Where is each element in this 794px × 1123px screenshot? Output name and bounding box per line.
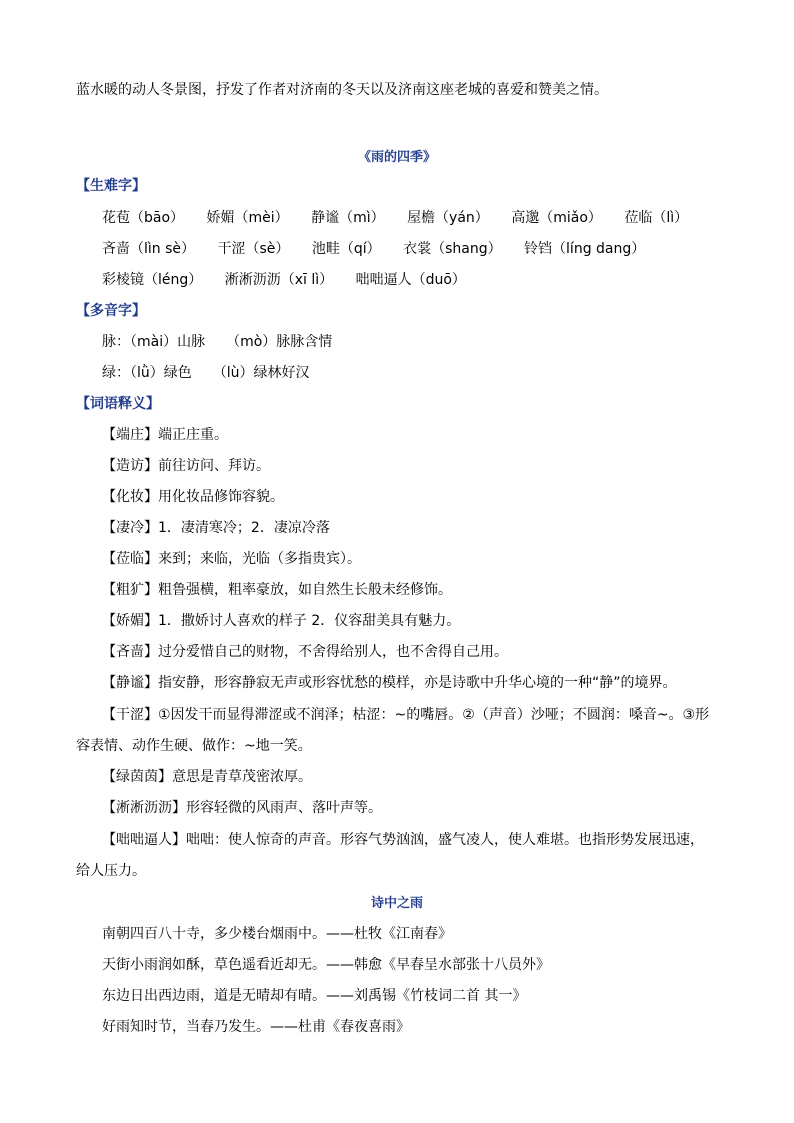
definition-item-gansè-line1: 【干涩】①因发干而显得滞涩或不润泽；枯涩：~的嘴唇。②（声音）沙哑；不圆润：嗓音~。③形 xyxy=(102,707,710,723)
definition-item: 【粗犷】粗鲁强横，粗率豪放，如自然生长般未经修饰。 xyxy=(102,582,452,598)
definition-item-duoduo-line1: 【咄咄逼人】咄咄：使人惊奇的声音。形容气势汹汹，盛气凌人，使人难堪。也指形势发展迅速， xyxy=(102,832,704,848)
char-item: 彩棱镜（léng） xyxy=(102,272,203,288)
definition-item: 【端庄】端正庄重。 xyxy=(102,427,228,443)
definition-item: 【吝啬】过分爱惜自己的财物，不舍得给别人，也不舍得自己用。 xyxy=(102,644,508,660)
chars-row-2 xyxy=(102,239,663,259)
char-item: 高邈（miǎo） xyxy=(511,210,602,226)
char-item: 屋檐（yán） xyxy=(407,210,489,226)
char-item: 花苞（bāo） xyxy=(102,210,185,226)
definition-item: 【淅淅沥沥】形容轻微的风雨声、落叶声等。 xyxy=(102,800,382,816)
poem-line: 南朝四百八十寺，多少楼台烟雨中。——杜牧《江南春》 xyxy=(102,926,452,942)
poem-line: 东边日出西边雨，道是无晴却有晴。——刘禹锡《竹枝词二首 其一》 xyxy=(102,988,527,1004)
polyphone-row-1: 脉：（mài）山脉 （mò）脉脉含情 xyxy=(102,334,333,350)
char-item: 静谧（mì） xyxy=(311,210,385,226)
intro-paragraph: 蓝水暖的动人冬景图，抒发了作者对济南的冬天以及济南这座老城的喜爱和赞美之情。 xyxy=(76,82,608,98)
char-item: 娇媚（mèi） xyxy=(206,210,289,226)
article-title: 《雨的四季》 xyxy=(357,150,436,165)
definition-item: 【造访】前往访问、拜访。 xyxy=(102,458,270,474)
char-item: 衣裳（shang） xyxy=(403,241,502,257)
definitions-heading: 【词语释义】 xyxy=(76,396,160,412)
chars-heading: 【生难字】 xyxy=(76,178,146,194)
definition-item: 【凄冷】1．凄清寒冷；2．凄凉冷落 xyxy=(102,520,330,536)
chars-row-1 xyxy=(102,208,706,228)
char-item: 咄咄逼人（duō） xyxy=(355,272,466,288)
poem-line: 天街小雨润如酥，草色遥看近却无。——韩愈《早春呈水部张十八员外》 xyxy=(102,957,550,973)
definition-item-gansè-line2: 容表情、动作生硬、做作：~地一笑。 xyxy=(76,738,312,754)
char-item: 铃铛（líng dang） xyxy=(524,241,646,257)
char-item: 淅淅沥沥（xī lì） xyxy=(224,272,334,288)
definition-item: 【化妆】用化妆品修饰容貌。 xyxy=(102,489,284,505)
char-item: 莅临（lì） xyxy=(624,210,689,226)
definition-item: 【绿茵茵】意思是青草茂密浓厚。 xyxy=(102,769,312,785)
definition-item-duoduo-line2: 给人压力。 xyxy=(76,863,146,879)
definition-item: 【娇媚】1．撒娇讨人喜欢的样子 2．仪容甜美具有魅力。 xyxy=(102,613,461,629)
chars-row-3 xyxy=(102,270,484,290)
poem-line: 好雨知时节，当春乃发生。——杜甫《春夜喜雨》 xyxy=(102,1019,410,1035)
polyphone-row-2: 绿：（lǜ）绿色 （lù）绿林好汉 xyxy=(102,365,310,381)
definition-item: 【静谧】指安静，形容静寂无声或形容忧愁的模样，亦是诗歌中升华心境的一种“静”的境界。 xyxy=(102,675,677,691)
char-item: 干涩（sè） xyxy=(217,241,290,257)
definition-item: 【莅临】来到；来临，光临（多指贵宾）。 xyxy=(102,551,361,567)
char-item: 池畦（qí） xyxy=(311,241,381,257)
char-item: 吝啬（lìn sè） xyxy=(102,241,196,257)
poems-title: 诗中之雨 xyxy=(370,896,423,911)
polyphone-heading: 【多音字】 xyxy=(76,303,146,319)
